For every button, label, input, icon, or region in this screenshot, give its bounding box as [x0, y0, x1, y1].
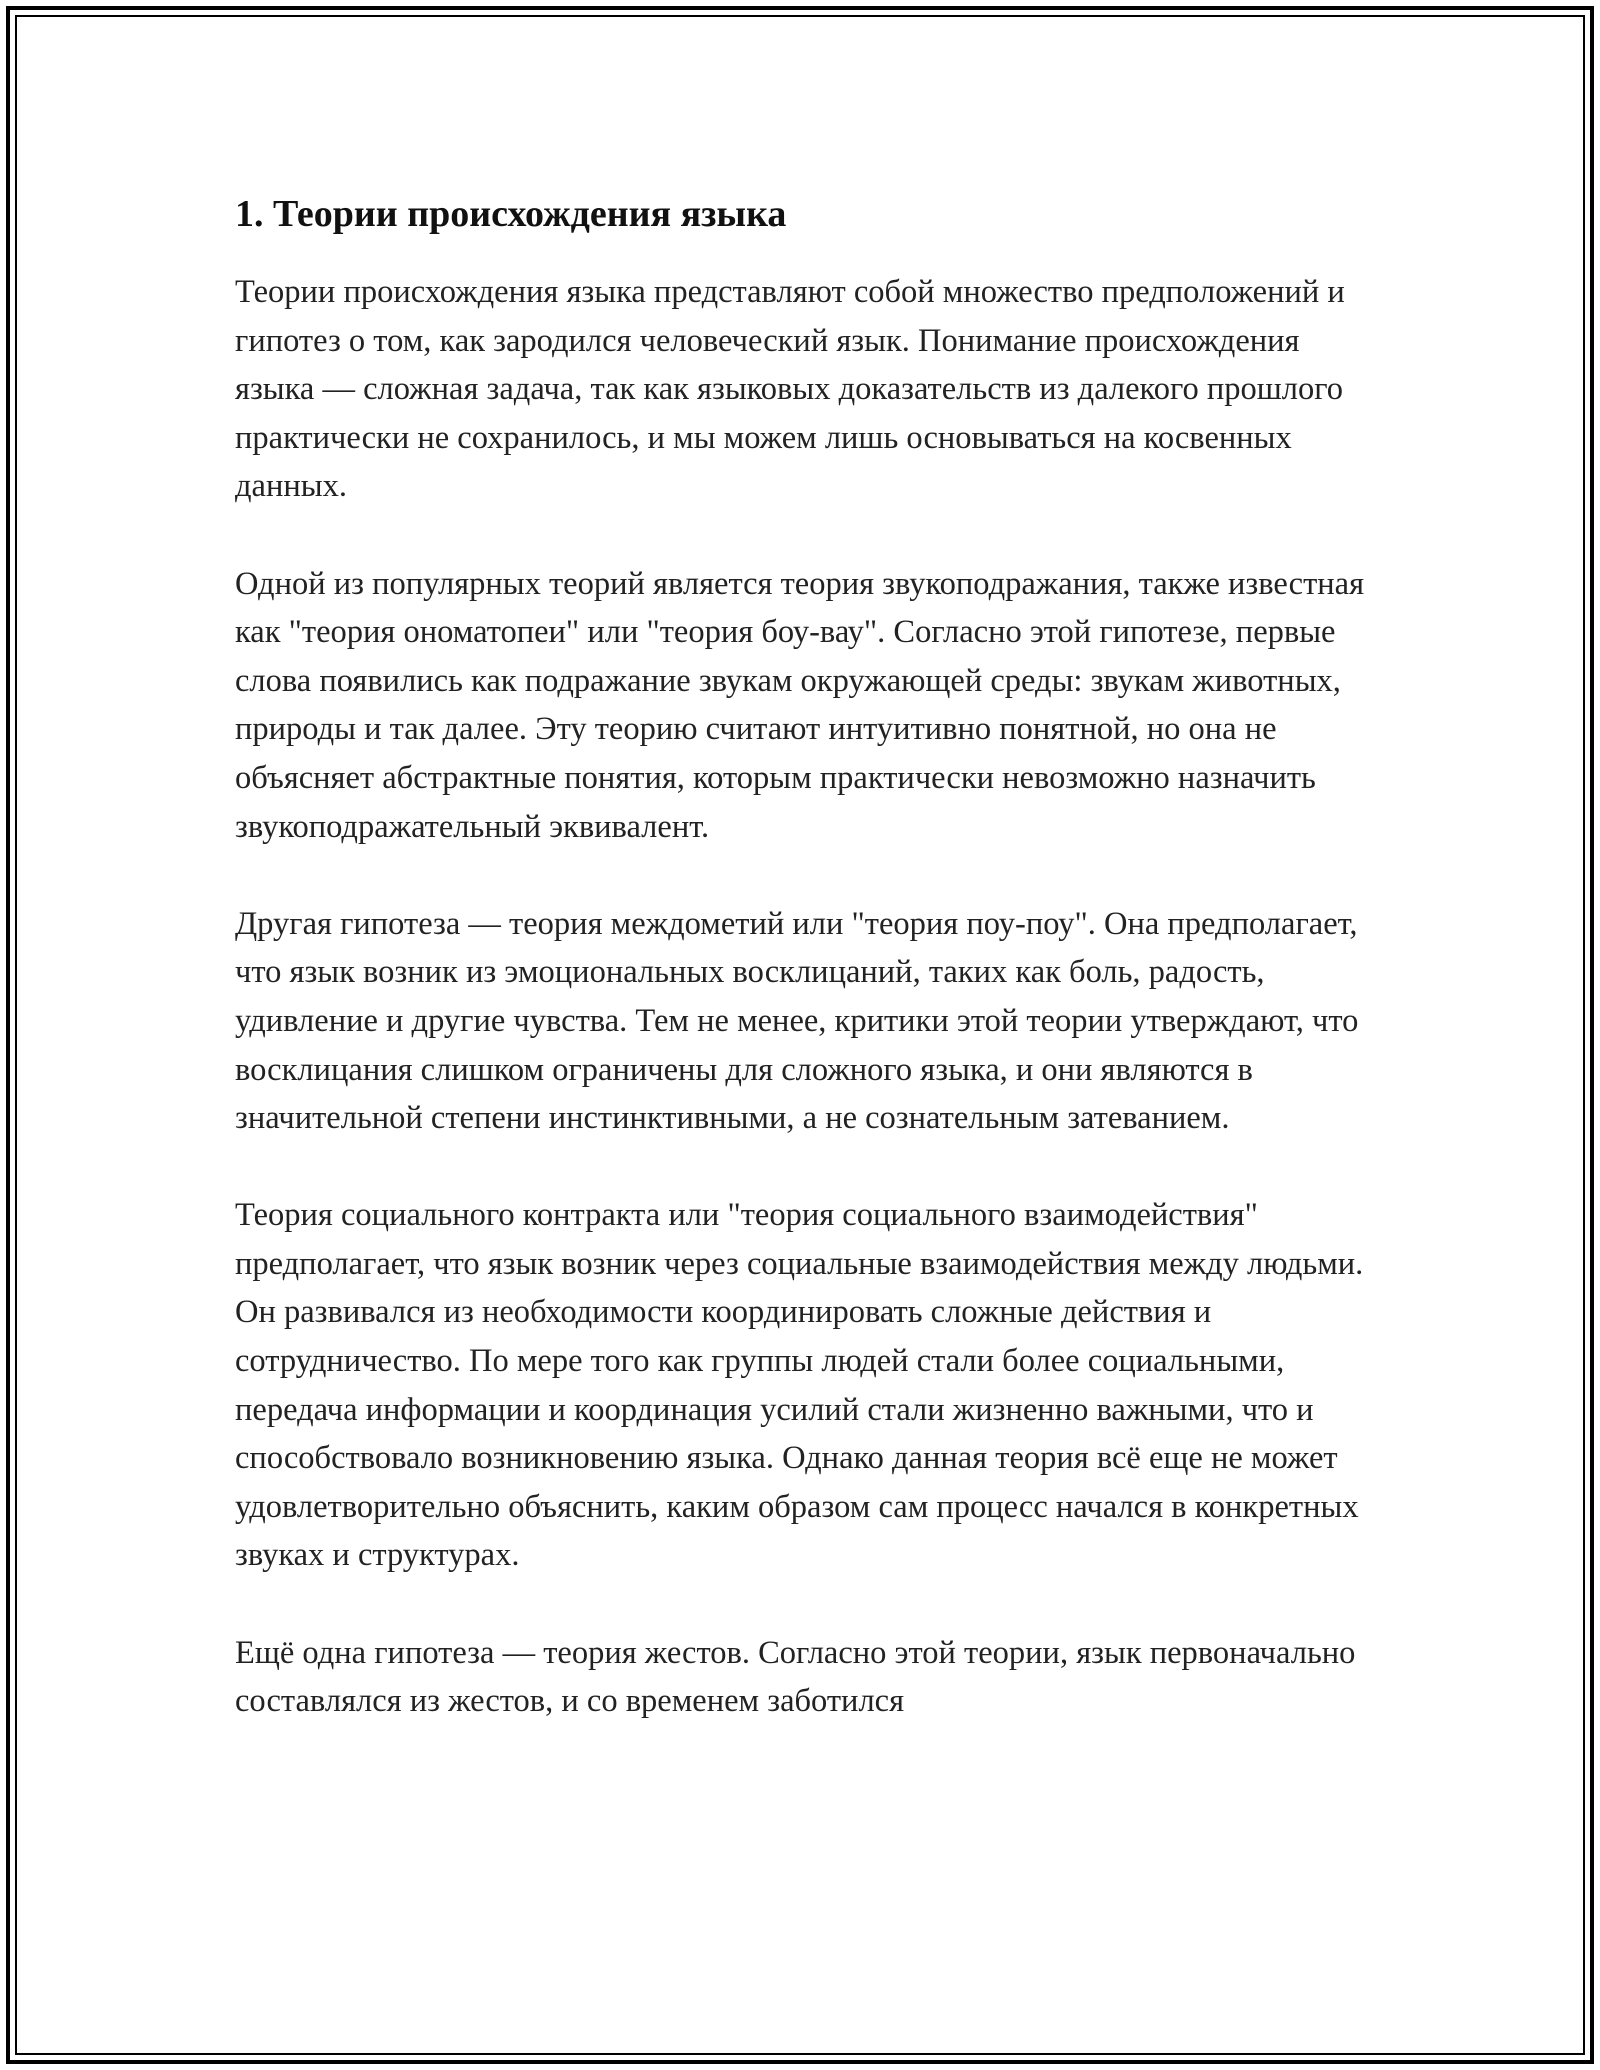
paragraph-interjection-theory: Другая гипотеза — теория междометий или "теория поу-поу". Она предполагает, что язык возник из эмоциональных восклицаний, таких как боль, радость, удивление и другие чувства. Тем не менее, критики этой теории утверждают, что восклицания слишком ограничены для сложного языка, и они являются в значительной степени инстинктивными, а не сознательным затеванием.: [235, 905, 1359, 1137]
paragraph-social-contract-theory: Теория социального контракта или "теория социального взаимодействия" предполагает, что язык возник через социальные взаимодействия между людьми. Он развивался из необходимости координировать сложные действия и сотрудничество. По мере того как группы людей стали более социальными, передача информации и координация усилий стали жизненно важными, что и способствовало возникновению языка. Однако данная теория всё еще не может удовлетворительно объяснить, каким образом сам процесс начался в конкретных звуках и структурах.: [235, 1197, 1364, 1574]
paragraph-gesture-theory: Ещё одна гипотеза — теория жестов. Согласно этой теории, язык первоначально составлялся из жестов, и со временем заботился: [235, 1634, 1356, 1720]
paragraph-intro: Теории происхождения языка представляют собой множество предположений и гипотез о том, как зародился человеческий язык. Понимание происхождения языка — сложная задача, так как языковых доказательств из далекого прошлого практически не сохранилось, и мы можем лишь основываться на косвенных данных.: [235, 274, 1345, 505]
section-heading: 1. Теории происхождения языка: [235, 193, 787, 235]
paragraph-onomatopoeia-theory: Одной из популярных теорий является теория звукоподражания, также известная как "теория ономатопеи" или "теория боу-вау". Согласно этой гипотезе, первые слова появились как подражание звукам окружающей среды: звукам животных, природы и так далее. Эту теорию считают интуитивно понятной, но она не объясняет абстрактные понятия, которым практически невозможно назначить звукоподражательный эквивалент.: [235, 565, 1365, 845]
document-page: [235, 188, 1365, 1774]
